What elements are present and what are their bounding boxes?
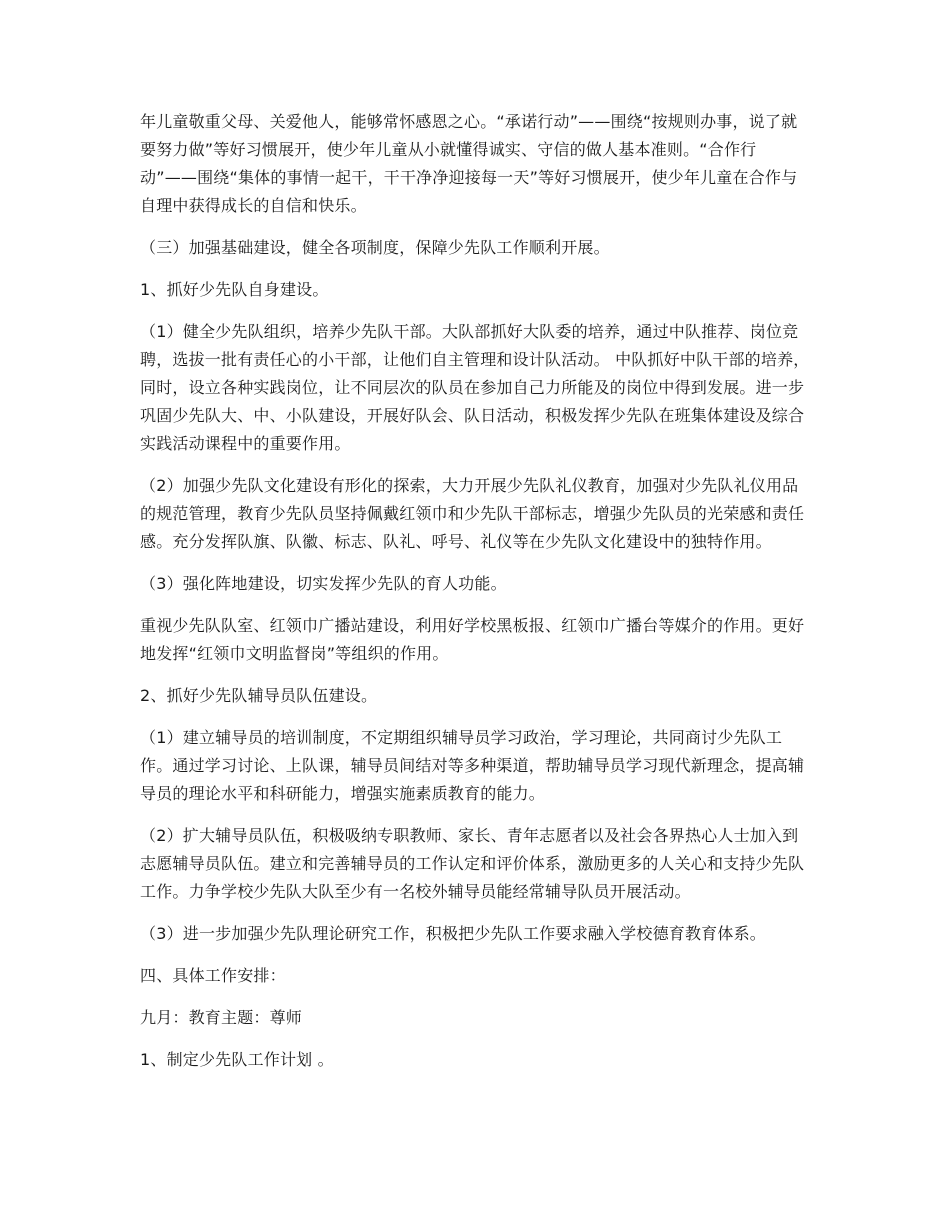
paragraph-september-theme: 九月：教育主题：尊师 (140, 1008, 303, 1027)
paragraph-gratitude-promise-cooperation: 年儿童敬重父母、关爱他人，能够常怀感恩之心。“承诺行动”——围绕“按规则办事，说了就要努力做”等好习惯展开，使少年儿童从小就懂得诚实、守信的做人基本准则。“合作行动”——围绕“集体的事情一起干，干干净净迎接每一天”等好习惯展开，使少年儿童在合作与自理中获得成长的自信和快乐。 (140, 112, 798, 215)
heading-section-three: （三）加强基础建设，健全各项制度，保障少先队工作顺利开展。 (140, 238, 610, 257)
paragraph-organization-cadres: （1）健全少先队组织，培养少先队干部。大队部抓好大队委的培养，通过中队推荐、岗位竞聘，选拔一批有责任心的小干部，让他们自主管理和设计队活动。 中队抓好中队干部的培养，同时，设立各种实践岗位，让不同层次的队员在参加自己力所能及的岗位中得到发展。进一步巩固少先队大、中、小队建设，开展好队会、队日活动，积极发挥少先队在班集体建设及综合实践活动课程中的重要作用。 (140, 322, 810, 453)
heading-section-four: 四、具体工作安排： (140, 966, 286, 985)
paragraph-work-plan: 1、制定少先队工作计划 。 (140, 1050, 334, 1069)
paragraph-expand-counselors: （2）扩大辅导员队伍，积极吸纳专职教师、家长、青年志愿者以及社会各界热心人士加入到志愿辅导员队伍。建立和完善辅导员的工作认定和评价体系，激励更多的人关心和支持少先队工作。力争学校少先队大队至少有一名校外辅导员能经常辅导队员开展活动。 (140, 826, 805, 901)
heading-item-2-counselors: 2、抓好少先队辅导员队伍建设。 (140, 686, 378, 705)
paragraph-broadcast-station: 重视少先队队室、红领巾广播站建设，利用好学校黑板报、红领巾广播台等媒介的作用。更好地发挥“红领巾文明监督岗”等组织的作用。 (140, 616, 805, 663)
paragraph-culture-building: （2）加强少先队文化建设有形化的探索，大力开展少先队礼仪教育，加强对少先队礼仪用品的规范管理，教育少先队员坚持佩戴红领巾和少先队干部标志，增强少先队员的光荣感和责任感。充分发挥队旗、队徽、标志、队礼、呼号、礼仪等在少先队文化建设中的独特作用。 (140, 476, 805, 551)
heading-item-1-self-building: 1、抓好少先队自身建设。 (140, 280, 329, 299)
paragraph-position-building: （3）强化阵地建设，切实发挥少先队的育人功能。 (140, 574, 507, 593)
document-page (140, 108, 812, 1088)
paragraph-counselor-training: （1）建立辅导员的培训制度，不定期组织辅导员学习政治，学习理论，共同商讨少先队工作。通过学习讨论、上队课，辅导员间结对等多种渠道，帮助辅导员学习现代新理念，提高辅导员的理论水平和科研能力，增强实施素质教育的能力。 (140, 728, 805, 803)
paragraph-theory-research: （3）进一步加强少先队理论研究工作，积极把少先队工作要求融入学校德育教育体系。 (140, 924, 766, 943)
